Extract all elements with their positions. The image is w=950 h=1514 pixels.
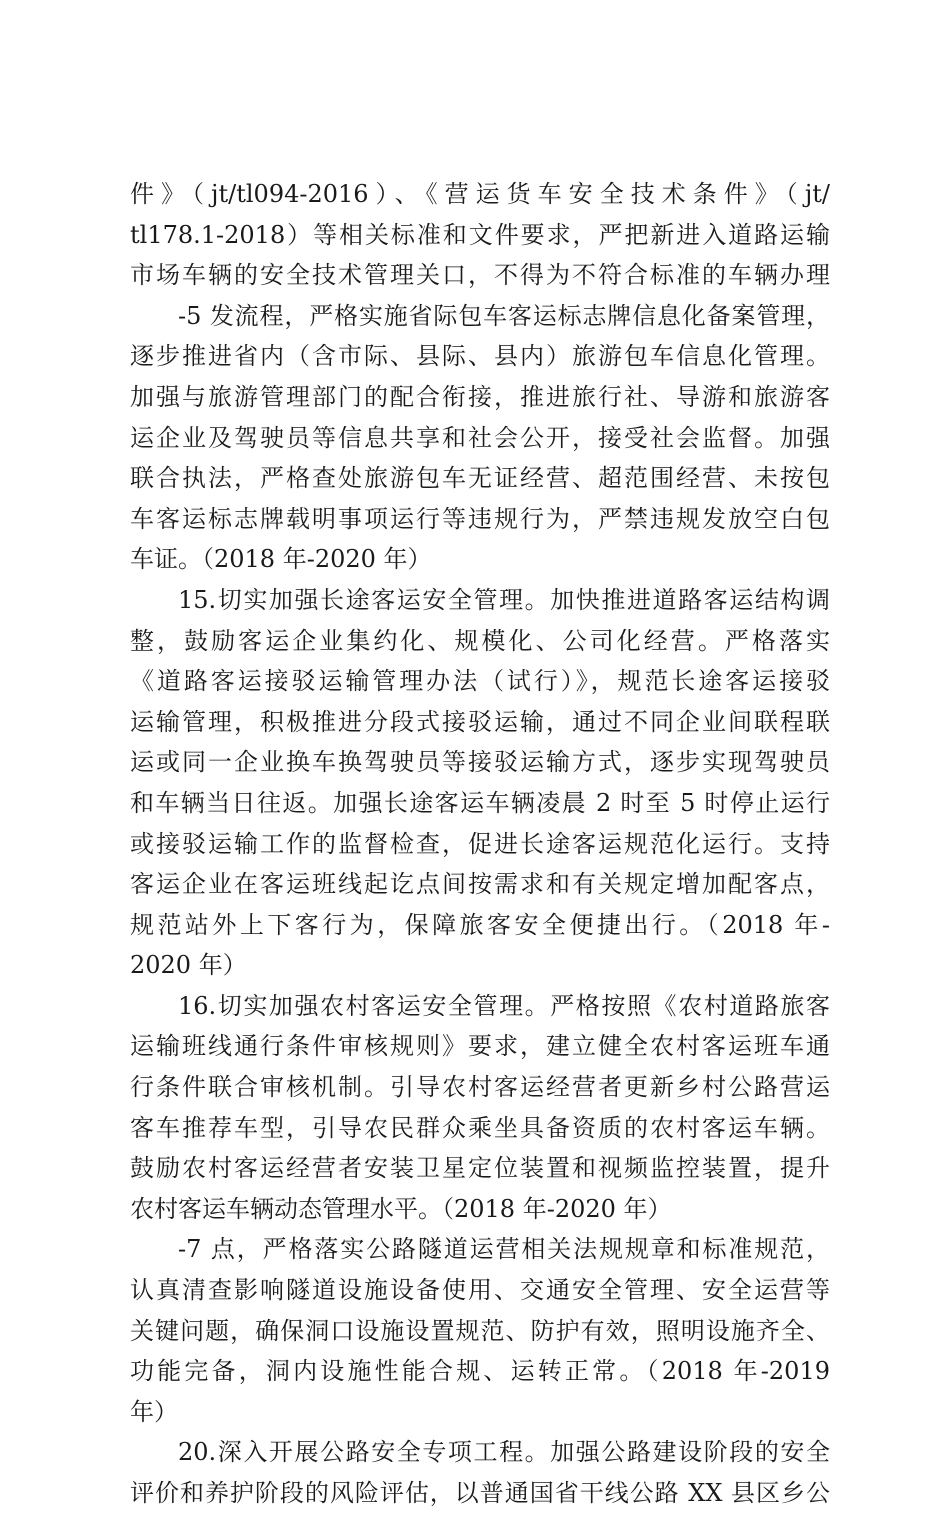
text-line: 功能完备，洞内设施性能合规、运转正常。（2018 年-2019 (130, 1357, 830, 1386)
text-line: 2020 年） (130, 951, 247, 980)
text-line: 或接驳运输工作的监督检查，促进长途客运规范化运行。支持 (130, 829, 830, 858)
text-line: 认真清查影响隧道设施设备使用、交通安全管理、安全运营等 (130, 1276, 830, 1305)
text-line: 客运企业在客运班线起讫点间按需求和有关规定增加配客点， (130, 870, 830, 899)
text-line: 车客运标志牌载明事项运行等违规行为，严禁违规发放空白包 (130, 504, 830, 533)
text-line: 20.深入开展公路安全专项工程。加强公路建设阶段的安全 (178, 1438, 830, 1467)
text-line: 整，鼓励客运企业集约化、规模化、公司化经营。严格落实 (130, 626, 830, 655)
text-line: 件》（jt/tl094-2016）、《营运货车安全技术条件》（jt/ (130, 180, 830, 208)
text-line: 加强与旅游管理部门的配合衔接，推进旅行社、导游和旅游客 (130, 382, 830, 411)
text-line: 15.切实加强长途客运安全管理。加快推进道路客运结构调 (178, 585, 830, 614)
text-line: -5 发流程，严格实施省际包车客运标志牌信息化备案管理， (178, 301, 830, 330)
document-body (130, 174, 830, 1514)
text-line: 年） (130, 1397, 178, 1426)
text-line: 运输班线通行条件审核规则》要求，建立健全农村客运班车通 (130, 1032, 830, 1061)
text-line: 《道路客运接驳运输管理办法（试行）》，规范长途客运接驳 (130, 667, 830, 696)
text-line: 客车推荐车型，引导农民群众乘坐具备资质的农村客运车辆。 (130, 1113, 830, 1142)
text-line: tl178.1-2018）等相关标准和文件要求，严把新进入道路运输 (130, 220, 830, 249)
text-line: 鼓励农村客运经营者安装卫星定位装置和视频监控装置，提升 (130, 1154, 830, 1183)
text-line: 16.切实加强农村客运安全管理。严格按照《农村道路旅客 (178, 991, 830, 1020)
text-line: 关键问题，确保洞口设施设置规范、防护有效，照明设施齐全、 (130, 1316, 830, 1345)
text-line: 规范站外上下客行为，保障旅客安全便捷出行。（2018 年- (130, 910, 830, 939)
text-line: 运企业及驾驶员等信息共享和社会公开，接受社会监督。加强 (130, 423, 830, 452)
text-line: 联合执法，严格查处旅游包车无证经营、超范围经营、未按包 (130, 464, 830, 493)
text-line: 市场车辆的安全技术管理关口，不得为不符合标准的车辆办理 (130, 261, 830, 290)
text-line: 运或同一企业换车换驾驶员等接驳运输方式，逐步实现驾驶员 (130, 748, 830, 777)
text-line: -7 点，严格落实公路隧道运营相关法规规章和标准规范， (178, 1235, 830, 1264)
text-line: 逐步推进省内（含市际、县际、县内）旅游包车信息化管理。 (130, 342, 830, 371)
text-line: 评价和养护阶段的风险评估，以普通国省干线公路 XX 县区乡公 (130, 1479, 830, 1507)
text-line: 车证。（2018 年-2020 年） (130, 545, 432, 574)
text-line: 运输管理，积极推进分段式接驳运输，通过不同企业间联程联 (130, 707, 830, 736)
text-line: 行条件联合审核机制。引导农村客运经营者更新乡村公路营运 (130, 1073, 830, 1102)
text-line: 和车辆当日往返。加强长途客运车辆凌晨 2 时至 5 时停止运行 (130, 788, 830, 817)
text-line: 农村客运车辆动态管理水平。（2018 年-2020 年） (130, 1194, 672, 1223)
